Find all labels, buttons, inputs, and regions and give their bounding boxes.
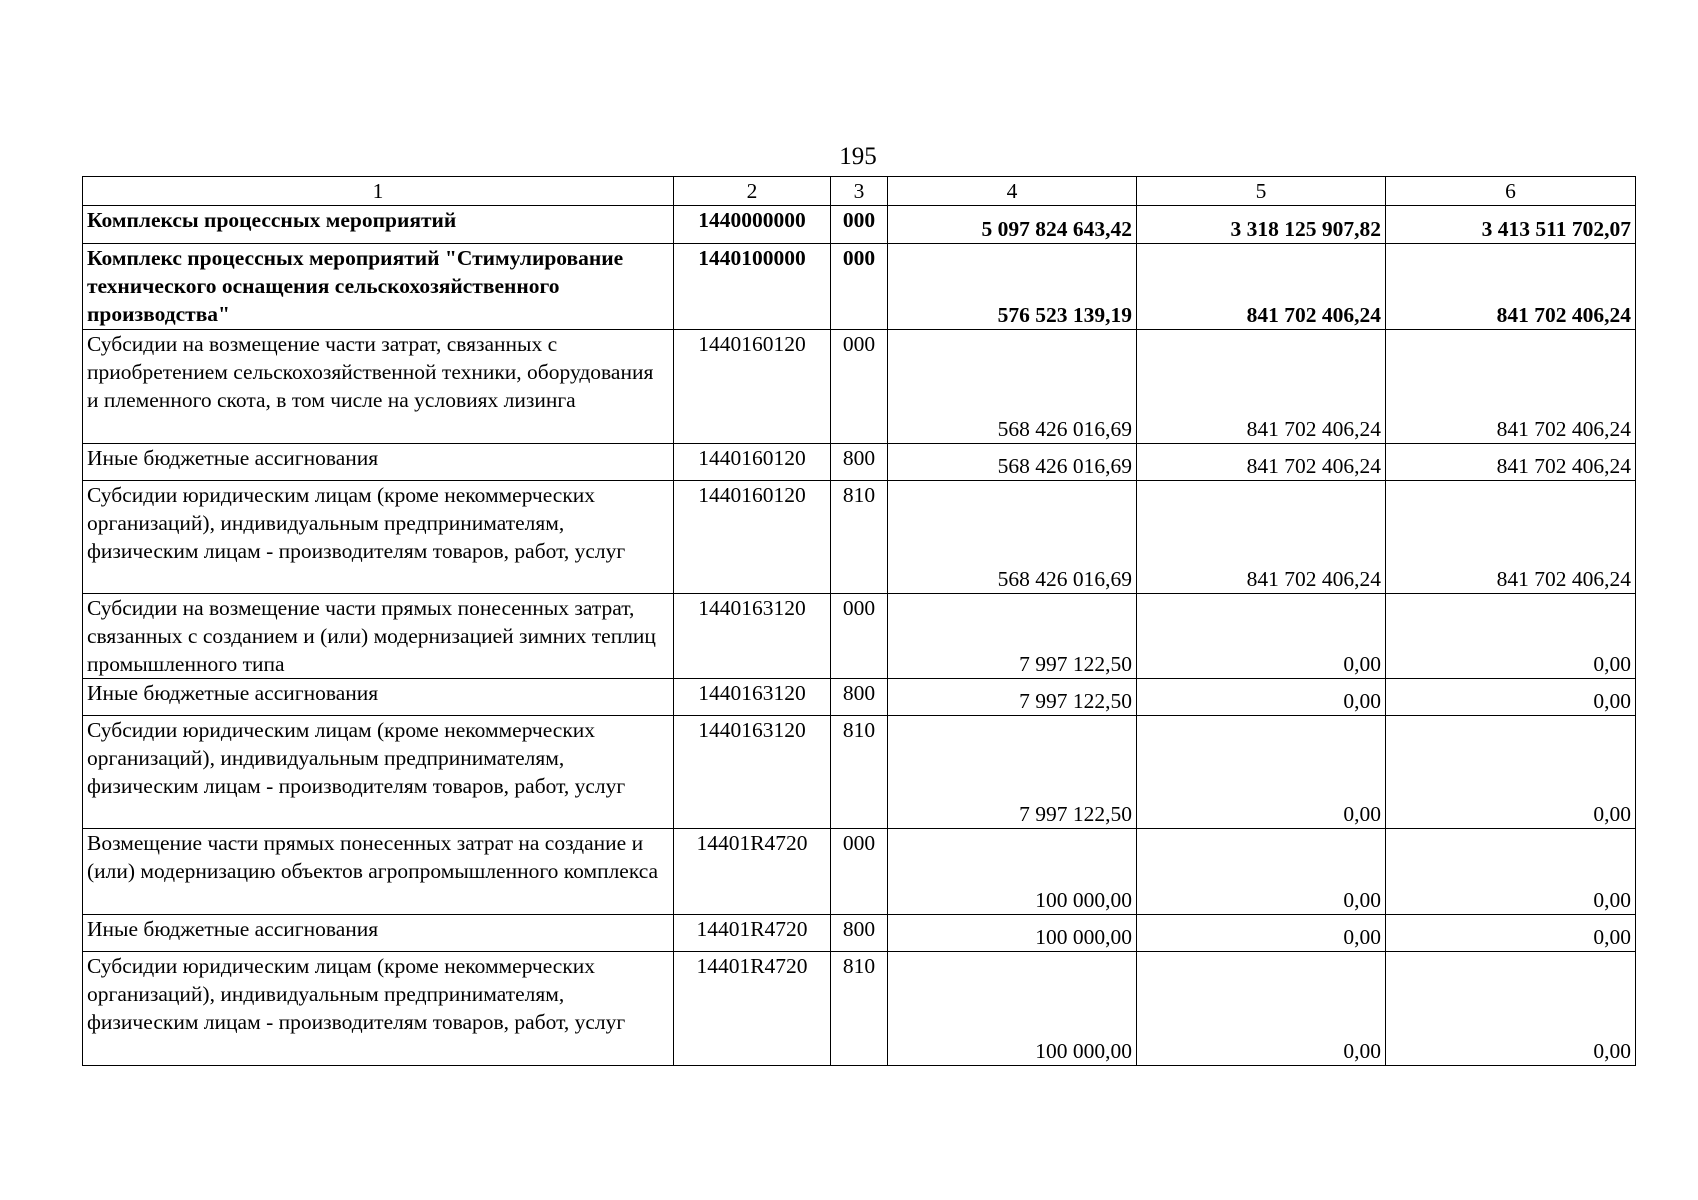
row-value-6: 841 702 406,24: [1386, 481, 1636, 594]
row-value-6: 0,00: [1386, 716, 1636, 829]
row-value-4: 7 997 122,50: [888, 716, 1137, 829]
row-value-5: 0,00: [1137, 594, 1386, 679]
column-number-6: 6: [1386, 177, 1636, 206]
row-code: 1440100000: [674, 244, 831, 330]
column-number-1: 1: [83, 177, 674, 206]
row-name: Субсидии юридическим лицам (кроме некоммерческих организаций), индивидуальным предпринимателям, физическим лицам - производителям товаров, работ, услуг: [83, 716, 674, 829]
row-value-5: 0,00: [1137, 952, 1386, 1066]
column-number-row: [83, 177, 1636, 206]
row-kvr: 000: [831, 244, 888, 330]
row-code: 14401R4720: [674, 829, 831, 915]
table-row: [83, 481, 1636, 594]
row-code: 1440160120: [674, 444, 831, 481]
row-value-6: 841 702 406,24: [1386, 244, 1636, 330]
row-value-4: 576 523 139,19: [888, 244, 1137, 330]
budget-table: [82, 176, 1636, 1066]
table-row: [83, 594, 1636, 679]
table-row: [83, 444, 1636, 481]
row-code: 1440163120: [674, 594, 831, 679]
row-value-4: 568 426 016,69: [888, 481, 1137, 594]
table-row: [83, 915, 1636, 952]
row-kvr: 000: [831, 594, 888, 679]
row-name: Комплекс процессных мероприятий "Стимулирование технического оснащения сельскохозяйственного производства": [83, 244, 674, 330]
row-value-4: 7 997 122,50: [888, 679, 1137, 716]
row-kvr: 000: [831, 829, 888, 915]
row-value-4: 7 997 122,50: [888, 594, 1137, 679]
row-kvr: 000: [831, 206, 888, 244]
row-value-5: 0,00: [1137, 829, 1386, 915]
row-value-6: 0,00: [1386, 952, 1636, 1066]
row-name: Иные бюджетные ассигнования: [83, 915, 674, 952]
row-code: 1440163120: [674, 716, 831, 829]
column-number-3: 3: [831, 177, 888, 206]
row-kvr: 000: [831, 330, 888, 444]
row-name: Субсидии на возмещение части прямых понесенных затрат, связанных с созданием и (или) модернизацией зимних теплиц промышленного типа: [83, 594, 674, 679]
row-name: Субсидии юридическим лицам (кроме некоммерческих организаций), индивидуальным предпринимателям, физическим лицам - производителям товаров, работ, услуг: [83, 952, 674, 1066]
row-value-6: 0,00: [1386, 594, 1636, 679]
row-name: Субсидии юридическим лицам (кроме некоммерческих организаций), индивидуальным предпринимателям, физическим лицам - производителям товаров, работ, услуг: [83, 481, 674, 594]
row-value-5: 0,00: [1137, 679, 1386, 716]
row-code: 1440163120: [674, 679, 831, 716]
row-code: 1440160120: [674, 481, 831, 594]
table-row: [83, 330, 1636, 444]
row-name: Возмещение части прямых понесенных затрат на создание и (или) модернизацию объектов агропромышленного комплекса: [83, 829, 674, 915]
table-row: [83, 952, 1636, 1066]
row-value-6: 0,00: [1386, 829, 1636, 915]
row-value-6: 0,00: [1386, 915, 1636, 952]
row-code: 14401R4720: [674, 915, 831, 952]
row-value-4: 100 000,00: [888, 829, 1137, 915]
row-value-5: 841 702 406,24: [1137, 330, 1386, 444]
row-value-5: 841 702 406,24: [1137, 481, 1386, 594]
row-value-5: 841 702 406,24: [1137, 244, 1386, 330]
table-row: [83, 206, 1636, 244]
row-kvr: 810: [831, 952, 888, 1066]
row-value-4: 100 000,00: [888, 952, 1137, 1066]
page-number: 195: [839, 143, 877, 170]
table-row: [83, 679, 1636, 716]
row-value-4: 568 426 016,69: [888, 444, 1137, 481]
row-kvr: 800: [831, 679, 888, 716]
row-name: Иные бюджетные ассигнования: [83, 679, 674, 716]
row-code: 14401R4720: [674, 952, 831, 1066]
row-value-5: 0,00: [1137, 716, 1386, 829]
row-value-6: 0,00: [1386, 679, 1636, 716]
table-row: [83, 716, 1636, 829]
column-number-4: 4: [888, 177, 1137, 206]
row-value-5: 841 702 406,24: [1137, 444, 1386, 481]
row-value-6: 3 413 511 702,07: [1386, 206, 1636, 244]
row-value-6: 841 702 406,24: [1386, 444, 1636, 481]
row-value-4: 568 426 016,69: [888, 330, 1137, 444]
column-number-5: 5: [1137, 177, 1386, 206]
row-value-5: 3 318 125 907,82: [1137, 206, 1386, 244]
column-number-2: 2: [674, 177, 831, 206]
row-kvr: 800: [831, 444, 888, 481]
table-row: [83, 829, 1636, 915]
row-name: Комплексы процессных мероприятий: [83, 206, 674, 244]
row-kvr: 800: [831, 915, 888, 952]
row-code: 1440000000: [674, 206, 831, 244]
row-value-6: 841 702 406,24: [1386, 330, 1636, 444]
row-name: Иные бюджетные ассигнования: [83, 444, 674, 481]
row-kvr: 810: [831, 716, 888, 829]
row-kvr: 810: [831, 481, 888, 594]
row-value-4: 5 097 824 643,42: [888, 206, 1137, 244]
row-code: 1440160120: [674, 330, 831, 444]
row-value-4: 100 000,00: [888, 915, 1137, 952]
row-name: Субсидии на возмещение части затрат, связанных с приобретением сельскохозяйственной техники, оборудования и племенного скота, в том числе на условиях лизинга: [83, 330, 674, 444]
row-value-5: 0,00: [1137, 915, 1386, 952]
table-row: [83, 244, 1636, 330]
